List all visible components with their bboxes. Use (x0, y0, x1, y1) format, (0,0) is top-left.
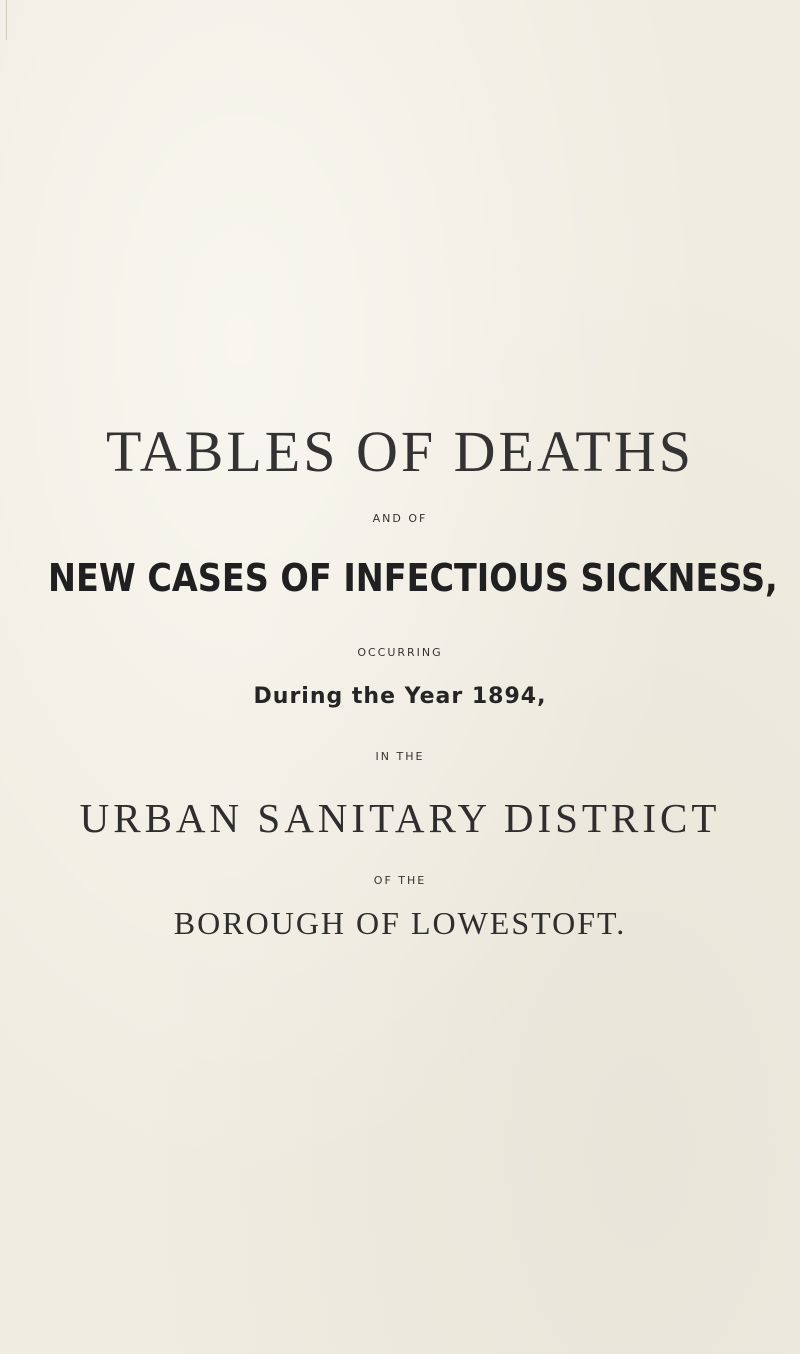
and-of-text: AND OF (372, 512, 428, 525)
in-the-text: IN THE (375, 750, 425, 763)
occurring-text: OCCURRING (357, 646, 443, 659)
borough-title: BOROUGH OF LOWESTOFT. (173, 905, 627, 941)
document-subtitle: NEW CASES OF INFECTIOUS SICKNESS, (48, 556, 778, 600)
district-title: URBAN SANITARY DISTRICT (79, 795, 721, 841)
year-line: During the Year 1894, (253, 684, 547, 709)
document-title: TABLES OF DEATHS (106, 419, 694, 484)
page-edge-mark (6, 0, 7, 40)
of-the-text: OF THE (373, 874, 427, 887)
